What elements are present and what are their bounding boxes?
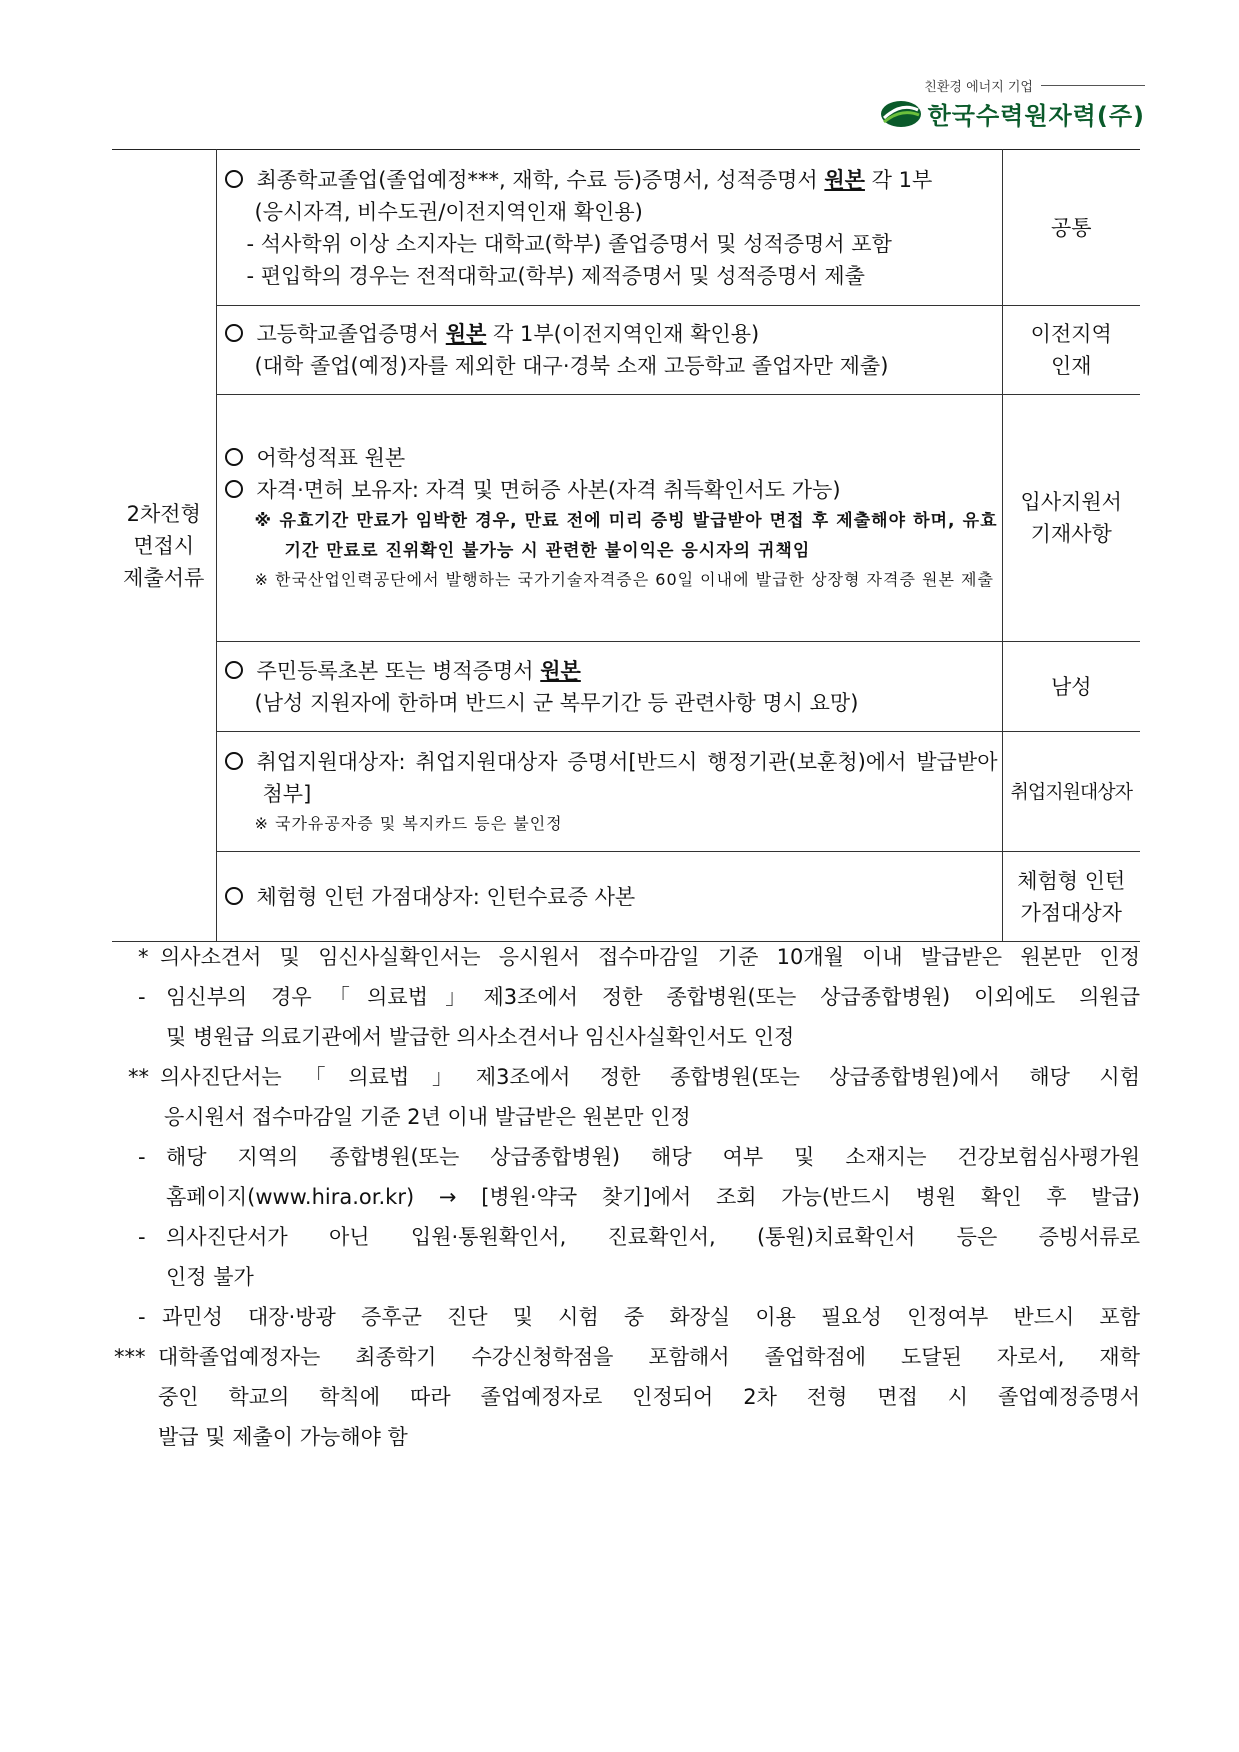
description-cell	[216, 852, 1002, 942]
description-cell	[216, 150, 1002, 306]
target-text: 가점대상자	[1020, 900, 1122, 925]
bullet-circle-icon	[225, 661, 243, 679]
footnote-line	[112, 1337, 1140, 1377]
item-text: 고등학교졸업증명서	[256, 322, 446, 346]
target-text: 체험형 인턴	[1017, 868, 1126, 893]
item-line	[225, 746, 998, 810]
description-cell	[216, 306, 1002, 395]
item-text: 체험형 인턴 가점대상자: 인턴수료증 사본	[256, 884, 636, 909]
target-cell	[1002, 852, 1140, 942]
target-text: 이전지역	[1030, 322, 1112, 346]
category-cell	[112, 150, 216, 942]
bullet-circle-icon	[225, 752, 243, 770]
bullet-circle-icon	[225, 480, 243, 498]
item-text: 각 1부(이전지역인재 확인용)	[486, 322, 760, 346]
target-text: 인재	[1050, 354, 1092, 378]
footnote-line	[112, 1017, 1140, 1057]
footnote-text: 및 병원급 의료기관에서 발급한 의사소견서나 임신사실확인서도 인정	[166, 1025, 795, 1049]
item-subline: (응시자격, 비수도권/이전지역인재 확인용)	[254, 199, 643, 224]
footnote-line	[112, 1257, 1140, 1297]
bullet-circle-icon	[225, 448, 243, 466]
item-line	[225, 474, 998, 506]
footnote-line	[112, 1137, 1140, 1177]
footnote-line	[112, 1097, 1140, 1137]
target-cell	[1002, 732, 1140, 852]
target-text: 취업지원대상자	[1010, 780, 1132, 803]
target-text: 기재사항	[1030, 522, 1112, 546]
item-line	[225, 442, 998, 474]
description-cell	[216, 395, 1002, 642]
target-text: 남성	[1050, 674, 1092, 699]
item-subline: - 편입학의 경우는 전적대학교(학부) 제적증명서 및 성적증명서 제출	[246, 263, 865, 288]
footnote-mark: -	[138, 1225, 146, 1249]
footnote-mark: -	[138, 1145, 146, 1169]
slogan	[924, 76, 1145, 95]
target-text: 공통	[1050, 215, 1092, 240]
item-text: 취업지원대상자: 취업지원대상자 증명서[반드시 행정기관(보훈청)에서 발급받아 첨부]	[256, 749, 998, 806]
item-line	[225, 318, 998, 350]
footnote-line	[112, 1297, 1140, 1337]
footnote-text: 의사진단서는「의료법」제3조에서 정한 종합병원(또는 상급종합병원)에서 해당 시험	[160, 1065, 1140, 1089]
slogan-text: 친환경 에너지 기업	[924, 80, 1033, 95]
item-line	[225, 655, 998, 687]
table-row	[112, 642, 1140, 732]
footnote-line	[112, 1377, 1140, 1417]
company-name: 한국수력원자력(주)	[927, 102, 1145, 130]
slogan-divider	[1041, 85, 1145, 86]
note-warning: ※ 유효기간 만료가 임박한 경우, 만료 전에 미리 증빙 발급받아 면접 후 제출해야 하며, 유효기간 만료로 진위확인 불가능 시 관련한 불이익은 응시자의 귀책임	[254, 511, 998, 561]
item-text: 각 1부	[864, 167, 933, 192]
footnote-text: 임신부의 경우「의료법」제3조에서 정한 종합병원(또는 상급종합병원) 이외에도 의원급	[166, 985, 1140, 1009]
footnote-text: 의사진단서가 아닌 입원·통원확인서, 진료확인서, (통원)치료확인서 등은 증빙서류로	[166, 1225, 1140, 1249]
item-text: 어학성적표 원본	[256, 446, 406, 470]
original-emphasis: 원본	[445, 322, 487, 346]
category-line: 면접시	[133, 533, 195, 558]
company-logo	[880, 96, 1145, 131]
table-row	[112, 306, 1140, 395]
footnote-line	[112, 1177, 1140, 1217]
category-line: 2차전형	[126, 501, 201, 526]
item-text: 주민등록초본 또는 병적증명서	[256, 658, 541, 683]
original-emphasis: 원본	[824, 167, 865, 192]
description-cell	[216, 732, 1002, 852]
footnote-line	[112, 977, 1140, 1017]
footnote-line	[112, 1417, 1140, 1457]
item-line	[225, 881, 998, 913]
footnote-text: 중인 학교의 학칙에 따라 졸업예정자로 인정되어 2차 전형 면접 시 졸업예정증명서	[158, 1385, 1140, 1409]
footnote-mark: **	[128, 1065, 149, 1089]
item-text: 최종학교졸업(졸업예정***, 재학, 수료 등)증명서, 성적증명서	[256, 167, 825, 192]
item-text: 자격·면허 보유자: 자격 및 면허증 사본(자격 취득확인서도 가능)	[256, 478, 841, 502]
footnote-line	[112, 1217, 1140, 1257]
item-subline: (대학 졸업(예정)자를 제외한 대구·경북 소재 고등학교 졸업자만 제출)	[254, 354, 889, 378]
category-line: 제출서류	[123, 565, 205, 590]
footnote-text: 발급 및 제출이 가능해야 함	[158, 1425, 408, 1449]
table-row	[112, 395, 1140, 642]
target-cell	[1002, 642, 1140, 732]
footnote-mark: ***	[114, 1345, 146, 1369]
description-cell	[216, 642, 1002, 732]
footnote-text: 대학졸업예정자는 최종학기 수강신청학점을 포함해서 졸업학점에 도달된 자로서, 재학	[158, 1345, 1140, 1369]
note-small: ※ 한국산업인력공단에서 발행하는 국가기술자격증은 60일 이내에 발급한 상장형 자격증 원본 제출	[254, 570, 994, 589]
documents-table	[112, 149, 1140, 942]
footnote-mark: -	[138, 1305, 146, 1329]
item-line	[225, 164, 998, 196]
footnote-text: 과민성 대장·방광 증후군 진단 및 시험 중 화장실 이용 필요성 인정여부 반드시 포함	[162, 1305, 1140, 1329]
target-cell	[1002, 150, 1140, 306]
bullet-circle-icon	[225, 887, 243, 905]
footnote-line	[112, 1057, 1140, 1097]
footnote-mark: *	[138, 945, 149, 969]
bullet-circle-icon	[225, 170, 243, 188]
footnotes	[112, 937, 1140, 1457]
note-small: ※ 국가유공자증 및 복지카드 등은 불인정	[254, 813, 563, 833]
target-text: 입사지원서	[1020, 490, 1122, 514]
target-cell	[1002, 395, 1140, 642]
item-subline: - 석사학위 이상 소지자는 대학교(학부) 졸업증명서 및 성적증명서 포함	[246, 231, 892, 256]
table-row	[112, 150, 1140, 306]
footnote-line	[112, 937, 1140, 977]
footnote-text: 해당 지역의 종합병원(또는 상급종합병원) 해당 여부 및 소재지는 건강보험심사평가원	[166, 1145, 1140, 1169]
footnote-text: 홈페이지(www.hira.or.kr) → [병원·약국 찾기]에서 조회 가능(반드시 병원 확인 후 발급)	[166, 1185, 1140, 1209]
table-row	[112, 852, 1140, 942]
footnote-text: 인정 불가	[166, 1265, 254, 1289]
item-subline: (남성 지원자에 한하며 반드시 군 복무기간 등 관련사항 명시 요망)	[254, 690, 859, 715]
table-row	[112, 732, 1140, 852]
bullet-circle-icon	[225, 324, 243, 342]
page-header	[845, 76, 1145, 128]
footnote-text: 응시원서 접수마감일 기준 2년 이내 발급받은 원본만 인정	[164, 1105, 691, 1129]
footnote-text: 의사소견서 및 임신사실확인서는 응시원서 접수마감일 기준 10개월 이내 발급받은 원본만 인정	[160, 945, 1140, 969]
logo-icon	[880, 100, 922, 128]
footnote-mark: -	[138, 985, 146, 1009]
target-cell	[1002, 306, 1140, 395]
original-emphasis: 원본	[540, 658, 581, 683]
